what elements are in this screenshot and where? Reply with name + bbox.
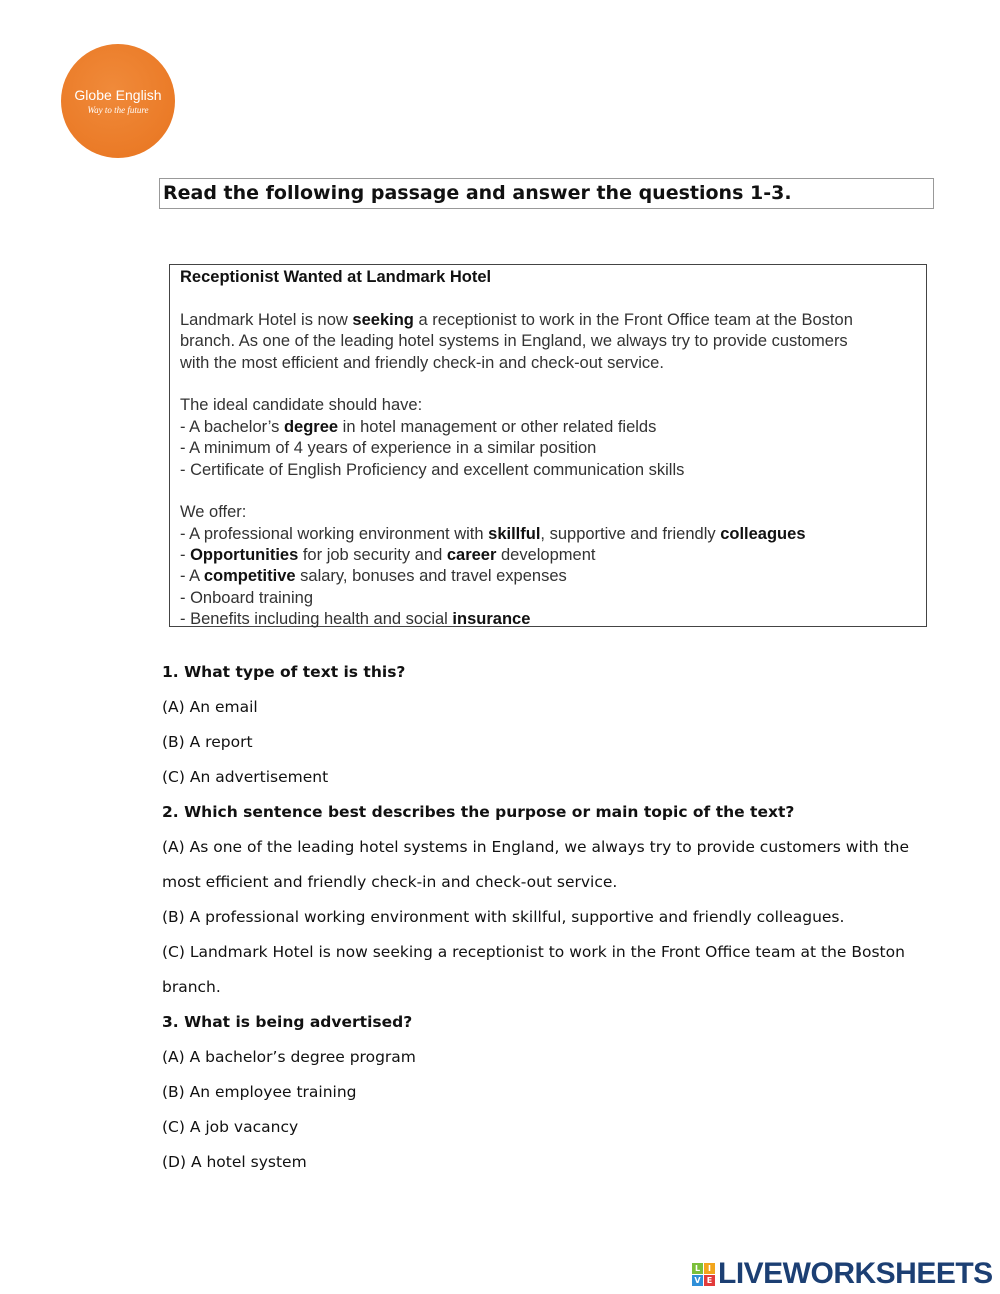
- letter-block: I: [704, 1263, 715, 1274]
- globe-english-logo: [61, 44, 175, 158]
- passage-line: [180, 566, 926, 587]
- passage-text: salary, bonuses and travel expenses: [295, 567, 567, 586]
- bold-keyword: competitive: [203, 567, 296, 586]
- answer-option[interactable]: (C) A job vacancy: [162, 1118, 299, 1136]
- bold-keyword: Opportunities: [190, 546, 299, 565]
- passage-line: [180, 395, 926, 416]
- passage-line: [180, 374, 926, 395]
- passage-line: [180, 331, 926, 352]
- letter-block: V: [692, 1275, 703, 1286]
- liveworksheets-logo: [692, 1257, 993, 1291]
- passage-text: with the most efficient and friendly check-in and check-out service.: [180, 353, 664, 372]
- passage-line: [180, 417, 926, 438]
- question-2: 2. Which sentence best describes the purpose or main topic of the text?: [162, 803, 795, 821]
- passage-text: The ideal candidate should have:: [180, 396, 423, 415]
- passage-box: [169, 264, 927, 627]
- passage-line: [180, 481, 926, 502]
- passage-title: [180, 267, 926, 288]
- bold-keyword: colleagues: [720, 524, 806, 543]
- passage-text: - A professional working environment with: [180, 524, 489, 543]
- passage-text: We offer:: [180, 503, 247, 522]
- passage-text: , supportive and friendly: [540, 524, 721, 543]
- live-blocks-icon: [692, 1263, 715, 1286]
- answer-option[interactable]: (B) An employee training: [162, 1083, 357, 1101]
- answer-option[interactable]: most efficient and friendly check-in and check-out service.: [162, 873, 618, 891]
- passage-text: -: [180, 546, 191, 565]
- passage-line: [180, 502, 926, 523]
- passage-line: [180, 588, 926, 609]
- passage-text: - Certificate of English Proficiency and excellent communication skills: [180, 460, 685, 479]
- answer-option[interactable]: branch.: [162, 978, 221, 996]
- question-1: 1. What type of text is this?: [162, 663, 406, 681]
- question-3: 3. What is being advertised?: [162, 1013, 413, 1031]
- passage-text: - A minimum of 4 years of experience in a similar position: [180, 439, 597, 458]
- answer-option[interactable]: (A) As one of the leading hotel systems in England, we always try to provide customers with the: [162, 838, 910, 856]
- passage-text: for job security and: [298, 546, 447, 565]
- passage-line: [180, 438, 926, 459]
- letter-block: L: [692, 1263, 703, 1274]
- passage-line: [180, 545, 926, 566]
- answer-option[interactable]: (B) A professional working environment with skillful, supportive and friendly colleagues.: [162, 908, 845, 926]
- passage-text: a receptionist to work in the Front Office team at the Boston: [413, 310, 853, 329]
- bold-keyword: skillful: [488, 524, 541, 543]
- passage-text: - A: [180, 567, 204, 586]
- passage-text: branch. As one of the leading hotel systems in England, we always try to provide customers: [180, 332, 848, 351]
- brand-wordmark: LIVEWORKSHEETS: [718, 1257, 993, 1290]
- passage-line: [180, 288, 926, 309]
- passage-line: [180, 310, 926, 331]
- bold-keyword: career: [446, 546, 497, 565]
- passage-text: - Onboard training: [180, 588, 313, 607]
- letter-block: E: [704, 1275, 715, 1286]
- answer-option[interactable]: (C) Landmark Hotel is now seeking a receptionist to work in the Front Office team at the Boston: [162, 943, 905, 961]
- passage-text: - Benefits including health and social: [180, 610, 453, 629]
- logo-name: Globe English: [74, 87, 162, 103]
- logo-tagline: Way to the future: [87, 105, 149, 115]
- passage-text: development: [496, 546, 596, 565]
- passage-line: [180, 353, 926, 374]
- passage-text: Landmark Hotel is now: [180, 310, 353, 329]
- answer-option[interactable]: (D) A hotel system: [162, 1153, 307, 1171]
- answer-option[interactable]: (A) An email: [162, 698, 258, 716]
- bold-keyword: insurance: [452, 610, 531, 629]
- answer-option[interactable]: (B) A report: [162, 733, 253, 751]
- bold-keyword: degree: [283, 417, 339, 436]
- instruction-heading: Read the following passage and answer the questions 1-3.: [159, 178, 934, 209]
- answer-option[interactable]: (C) An advertisement: [162, 768, 329, 786]
- questions-section: [162, 658, 962, 1183]
- bold-keyword: Receptionist Wanted at Landmark Hotel: [180, 268, 492, 286]
- answer-option[interactable]: (A) A bachelor’s degree program: [162, 1048, 416, 1066]
- passage-text: in hotel management or other related fields: [338, 417, 657, 436]
- bold-keyword: seeking: [352, 310, 414, 329]
- passage-text: - A bachelor’s: [180, 417, 284, 436]
- passage-line: [180, 609, 926, 630]
- passage-line: [180, 524, 926, 545]
- passage-line: [180, 460, 926, 481]
